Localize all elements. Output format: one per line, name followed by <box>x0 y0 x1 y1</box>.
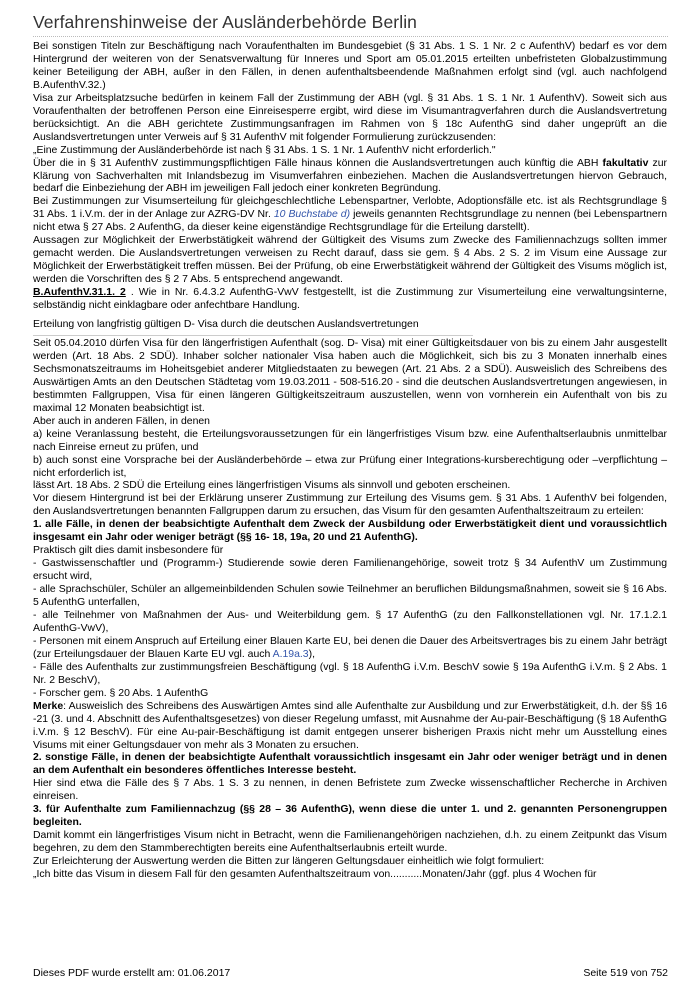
bold-term: fakultativ <box>602 157 649 169</box>
paragraph: Aber auch in anderen Fällen, in denen <box>33 415 210 427</box>
paragraph: lässt Art. 18 Abs. 2 SDÜ die Erteilung eines längerfristigen Visums als sinnvoll und geboten erscheinen. <box>33 480 511 492</box>
title-divider <box>33 36 668 37</box>
section-reference: B.AufenthV.31.1. 2 <box>33 287 126 299</box>
bold-heading: 1. alle Fälle, in denen der beabsichtigte Aufenthalt dem Zweck der Ausbildung oder Erwerbstätigkeit dient und voraussichtlich insgesamt ein Jahr oder weniger beträgt (§§ 16- 18, 19a, 20 und 21 AufenthG). <box>33 519 667 544</box>
paragraph: Damit kommt ein längerfristiges Visum nicht in Betracht, wenn die Familienangehörigen nachziehen, d.h. zu einem Zeitpunkt das Visum begehren, zu dem den Stammberechtigten bereits eine Aufenthaltserlaubnis erteilt wurde. <box>33 830 667 855</box>
list-item: - Personen mit einem Anspruch auf Erteilung einer Blauen Karte EU, bei denen die Dauer des Arbeitsvertrages bis zu einem Jahr beträgt (zur Erteilungsdauer der Blauen Karte EU vgl. auch A.19a.3), <box>33 635 667 660</box>
paragraph: Praktisch gilt dies damit insbesondere für <box>33 545 224 557</box>
paragraph: Bei sonstigen Titeln zur Beschäftigung nach Voraufenthalten im Bundesgebiet (§ 31 Abs. 1 S. 1 Nr. 2 c AufenthV) bedarf es vor dem Hintergrund der weiteren von der Senatsverwaltung für Inneres und Sport am 05.01.2015 erteilten unbefristeten Globalzustimmung keiner Beteiligung der ABH, außer in den Fällen, in denen aufenthaltsbeendende Maßnahmen erfolgt sind (vgl. auch nachfolgend B.AufenthV.32.) <box>33 41 667 91</box>
section-subheading: Erteilung von langfristig gültigen D- Visa durch die deutschen Auslandsvertretungen <box>33 319 419 331</box>
list-item: - Fälle des Aufenthalts zur zustimmungsfreien Beschäftigung (vgl. § 18 AufenthG i.V.m. BeschV sowie § 19a AufenthG i.V.m. § 2 Abs. 1 Nr. 2 BeschV), <box>33 661 667 686</box>
list-item: b) auch sonst eine Vorsprache bei der Ausländerbehörde – etwa zur Prüfung einer Integrations-kursberechtigung oder –verpflichtung – nicht erforderlich ist, <box>33 454 667 479</box>
list-item: - Gastwissenschaftler und (Programm-) Studierende sowie deren Familienangehörige, soweit trotz § 34 AufenthV um Zustimmung ersucht wird, <box>33 558 667 583</box>
paragraph: Aussagen zur Möglichkeit der Erwerbstätigkeit während der Gültigkeit des Visums zum Zwecke des Familiennachzugs sollten immer gemacht werden. Die Auslandsvertretungen verweisen zu Recht darauf, dass sie gem. § 4 Abs. 2 S. 2 im Visum eine Aussage zur Möglichkeit der Erwerbstätigkeit treffen müssen. Bei der Prüfung, ob eine Erwerbstätigkeit während der Gültigkeit des Visums möglich ist, werden die Vorschriften des § 2 7 Abs. 5 entsprechend angewandt. <box>33 235 667 286</box>
paragraph: Über die in § 31 AufenthV zustimmungspflichtigen Fälle hinaus können die Auslandsvertretungen auch künftig die ABH fakultativ zur Klärung von Sachverhalten mit Inlandsbezug im Visumverfahren einbeziehen. Machen die Auslandsvertretungen hiervon Gebrauch, bedarf die Einbeziehung der ABH im jeweiligen Fall jedoch einer konkreten Begründung. <box>33 157 667 195</box>
paragraph: „Ich bitte das Visum in diesem Fall für den gesamten Aufenthaltszeitraum von...........Monaten/Jahr (ggf. plus 4 Wochen für <box>33 869 597 881</box>
paragraph: Merke: Ausweislich des Schreibens des Auswärtigen Amtes sind alle Aufenthalte zur Ausbildung und zur Erwerbstätigkeit, d.h. der §§ 16 -21 (3. und 4. Abschnitt des Aufenthaltsgesetzes) von dieser Regelung umfasst, mit Ausnahme der Au-pair-Beschäftigung (§ 18 AufenthG i.V.m. § 12 BeschV). Für eine Au-pair-Beschäftigung ist damit entgegen unserer bisherigen Praxis nicht mehr um Ausstellung eines Visums mit einer Geltungsdauer von mehr als 3 Monaten zu ersuchen. <box>33 700 667 751</box>
paragraph: B.AufenthV.31.1. 2 . Wie in Nr. 6.4.3.2 AufenthG-VwV festgestellt, ist die Zustimmung zur Visumerteilung eine verwaltungsinterne, selbständig nicht einklagbare oder anfechtbare Handlung. <box>33 287 668 312</box>
document-body <box>33 41 667 882</box>
list-item: a) keine Veranlassung besteht, die Erteilungsvoraussetzungen für ein längerfristiges Visum bzw. eine Aufenthaltserlaubnis unmittelbar nach Einreise erneut zu prüfen, und <box>33 428 667 453</box>
paragraph: Vor diesem Hintergrund ist bei der Erklärung unserer Zustimmung zur Erteilung des Visums gem. § 31 Abs. 1 AufenthV bei folgenden, den Auslandsvertretungen benannten Fallgruppen darum zu ersuchen, das Visum für den gesamten Aufenthaltszeitraum zu erteilen: <box>33 493 667 518</box>
list-item: - alle Sprachschüler, Schüler an allgemeinbildenden Schulen sowie Teilnehmer an beruflichen Bildungsmaßnahmen, soweit sie § 16 Abs. 5 AufenthG unterfallen, <box>33 584 667 609</box>
bold-term: Merke <box>33 700 64 712</box>
list-item: - alle Teilnehmer von Maßnahmen der Aus- und Weiterbildung gem. § 17 AufenthG (zu den Fallkonstellationen vgl. Nr. 17.1.2.1 AufenthG-VwV), <box>33 609 667 634</box>
paragraph: Visa zur Arbeitsplatzsuche bedürfen in keinem Fall der Zustimmung der ABH (vgl. § 31 Abs. 1 S. 1 Nr. 1 AufenthV). Soweit sich aus Voraufenthalten der betroffenen Person eine Einreisesperre ergibt, wird diese im Visumantragverfahren durch die Auslandsvertretung berücksichtigt. An die ABH gerichtete Zustimmungsanfragen im Rahmen von § 18c AufenthG sind daher ungeprüft an die Auslandsvertretungen unter Verweis auf § 31 AufenthV mit folgender Formulierung zurückzusenden: <box>33 92 667 143</box>
paragraph: „Eine Zustimmung der Ausländerbehörde ist nach § 31 Abs. 1 S. 1 Nr. 1 AufenthV nicht erforderlich." <box>33 144 496 156</box>
paragraph: Zur Erleichterung der Auswertung werden die Bitten zur längeren Geltungsdauer einheitlich wie folgt formuliert: <box>33 856 545 868</box>
paragraph: Bei Zustimmungen zur Visumserteilung für gleichgeschlechtliche Lebenspartner, Verlobte, Adoptionsfälle etc. ist als Rechtsgrundlage § 31 Abs. 1 i.V.m. der in der Anlage zur AZRG-DV Nr. 10 Buchstabe d) jeweils genannten Rechtsgrundlage zu nennen (bei Lebenspartnern nicht etwa § 27 Abs. 2 AufenthG, da dieser keine eigenständige Rechtsgrundlage für die Erteilung darstellt). <box>33 196 668 234</box>
paragraph: Hier sind etwa die Fälle des § 7 Abs. 1 S. 3 zu nennen, in denen Befristete zum Zwecke wissenschaftlicher Recherche in Archiven einreisen. <box>33 778 667 803</box>
reference-link[interactable]: 10 Buchstabe d) <box>273 209 351 221</box>
footer-page-number: Seite 519 von 752 <box>583 967 668 979</box>
page-title: Verfahrenshinweise der Ausländerbehörde Berlin <box>33 12 418 32</box>
bold-heading: 3. für Aufenthalte zum Familiennachzug (§§ 28 – 36 AufenthG), wenn diese die unter 1. und 2. genannten Personengruppen begleiten. <box>33 804 667 829</box>
paragraph: Seit 05.04.2010 dürfen Visa für den längerfristigen Aufenthalt (sog. D- Visa) mit einer Gültigkeitsdauer von bis zu einem Jahr ausgestellt werden (Art. 18 Abs. 2 SDÜ). Inhaber solcher nationaler Visa haben auch die Möglichkeit, sich bis zu 3 Monaten innerhalb eines Sechsmonatszeitraums im Hoheitsgebiet anderer Mitgliedstaaten zu bewegen (Art. 21 Abs. 2 a SDÜ). Ausweislich des Schreibens des Auswärtigen Amts an den Deutschen Städtetag vom 19.03.2011 - 508-516.20 - sind die deutschen Auslandsvertretungen angewiesen, in bestimmten Fallgruppen, Visa für einen längeren Gültigkeitszeitraum auszustellen, wenn von vornherein ein Aufenthalt von bis zu maximal 12 Monaten beabsichtigt ist. <box>33 337 667 414</box>
bold-heading: 2. sonstige Fälle, in denen der beabsichtigte Aufenthalt voraussichtlich insgesamt ein Jahr oder weniger beträgt und in denen an dem Aufenthalt ein besonderes öffentliches Interesse besteht. <box>33 752 667 777</box>
subheading-divider <box>33 335 473 336</box>
footer-created-date: Dieses PDF wurde erstellt am: 01.06.2017 <box>33 967 231 979</box>
list-item: - Forscher gem. § 20 Abs. 1 AufenthG <box>33 687 209 699</box>
reference-link[interactable]: A.19a.3 <box>272 648 309 660</box>
